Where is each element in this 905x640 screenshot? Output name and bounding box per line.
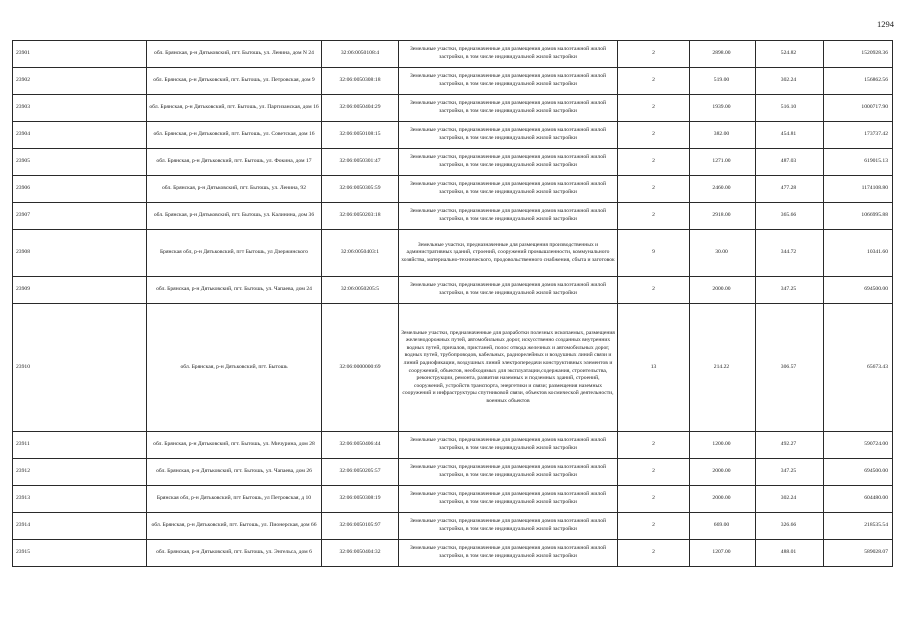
row-number: 23915 bbox=[13, 540, 147, 567]
row-number: 23912 bbox=[13, 459, 147, 486]
table-row bbox=[13, 203, 893, 230]
area-cell: 1207.00 bbox=[690, 540, 756, 567]
cadastral-number-cell: 32:06:0050205:57 bbox=[322, 459, 399, 486]
area-cell: 1200.00 bbox=[690, 432, 756, 459]
group-number-cell: 2 bbox=[618, 203, 690, 230]
row-number: 23901 bbox=[13, 41, 147, 68]
area-cell: 214.22 bbox=[690, 304, 756, 432]
cadastral-value-cell: 590724.00 bbox=[824, 432, 893, 459]
cadastral-number-cell: 32:06:0050105:97 bbox=[322, 513, 399, 540]
cadastral-value-cell: 604480.00 bbox=[824, 486, 893, 513]
specific-value-cell: 477.28 bbox=[756, 176, 824, 203]
area-cell: 30.00 bbox=[690, 230, 756, 277]
cadastral-number-cell: 32:06:0050108:4 bbox=[322, 41, 399, 68]
cadastral-value-cell: 1174108.80 bbox=[824, 176, 893, 203]
land-use-cell: Земельные участки, предназначенные для размещения домов малоэтажной жилой застройки, в том числе индивидуальной жилой застройки bbox=[399, 149, 618, 176]
specific-value-cell: 524.82 bbox=[756, 41, 824, 68]
land-use-cell: Земельные участки, предназначенные для размещения домов малоэтажной жилой застройки, в том числе индивидуальной жилой застройки bbox=[399, 540, 618, 567]
address-cell: обл. Брянская, р-н Дятьковский, пгт. Бытошь, ул. Ленина, дом N 24 bbox=[147, 41, 322, 68]
address-cell: обл. Брянская, р-н Дятьковский, пгт. Бытошь, ул. Ленина, 92 bbox=[147, 176, 322, 203]
land-use-cell: Земельные участки, предназначенные для размещения домов малоэтажной жилой застройки, в том числе индивидуальной жилой застройки bbox=[399, 459, 618, 486]
group-number-cell: 9 bbox=[618, 230, 690, 277]
group-number-cell: 2 bbox=[618, 41, 690, 68]
table-row bbox=[13, 513, 893, 540]
group-number-cell: 2 bbox=[618, 540, 690, 567]
address-cell: обл. Брянская, р-н Дятьковский, пгт. Бытошь, ул. Фокина, дом 17 bbox=[147, 149, 322, 176]
land-use-cell: Земельные участки, предназначенные для размещения домов малоэтажной жилой застройки, в том числе индивидуальной жилой застройки bbox=[399, 513, 618, 540]
area-cell: 519.00 bbox=[690, 68, 756, 95]
cadastral-value-cell: 156862.56 bbox=[824, 68, 893, 95]
specific-value-cell: 326.66 bbox=[756, 513, 824, 540]
address-cell: обл. Брянская, р-н Дятьковский, пгт. Бытошь, ул. Мичурина, дом 28 bbox=[147, 432, 322, 459]
address-cell: обл. Брянская, р-н Дятьковский, пгт. Бытошь bbox=[147, 304, 322, 432]
area-cell: 2460.00 bbox=[690, 176, 756, 203]
area-cell: 669.00 bbox=[690, 513, 756, 540]
table-row bbox=[13, 304, 893, 432]
group-number-cell: 2 bbox=[618, 95, 690, 122]
row-number: 23902 bbox=[13, 68, 147, 95]
area-cell: 1271.00 bbox=[690, 149, 756, 176]
specific-value-cell: 302.24 bbox=[756, 68, 824, 95]
table-row bbox=[13, 459, 893, 486]
address-cell: обл. Брянская, р-н Дятьковский, пгт. Бытошь, ул. Советская, дом 16 bbox=[147, 122, 322, 149]
cadastral-value-cell: 10341.60 bbox=[824, 230, 893, 277]
address-cell: Брянская обл, р-н Дятьковский, пгт Бытошь, ул Дзержинского bbox=[147, 230, 322, 277]
cadastral-number-cell: 32:06:0050308:18 bbox=[322, 68, 399, 95]
group-number-cell: 2 bbox=[618, 432, 690, 459]
cadastral-number-cell: 32:06:0050108:15 bbox=[322, 122, 399, 149]
row-number: 23910 bbox=[13, 304, 147, 432]
table-row bbox=[13, 486, 893, 513]
address-cell: обл. Брянская, р-н Дятьковский, пгт. Бытошь, ул. Калинина, дом 36 bbox=[147, 203, 322, 230]
cadastral-value-cell: 1066995.88 bbox=[824, 203, 893, 230]
group-number-cell: 2 bbox=[618, 513, 690, 540]
cadastral-valuation-table bbox=[12, 40, 893, 567]
specific-value-cell: 347.25 bbox=[756, 459, 824, 486]
cadastral-number-cell: 32:06:0050305:59 bbox=[322, 176, 399, 203]
address-cell: обл. Брянская, р-н Дятьковский, пгт. Бытошь, ул. Партизанская, дом 16 bbox=[147, 95, 322, 122]
address-cell: обл. Брянская, р-н Дятьковский, пгт. Бытошь, ул. Пионерская, дом 66 bbox=[147, 513, 322, 540]
table-row bbox=[13, 432, 893, 459]
group-number-cell: 2 bbox=[618, 176, 690, 203]
cadastral-number-cell: 32:06:0050308:19 bbox=[322, 486, 399, 513]
address-cell: обл. Брянская, р-н Дятьковский, пгт. Бытошь, ул. Чапаева, дом 24 bbox=[147, 277, 322, 304]
row-number: 23906 bbox=[13, 176, 147, 203]
land-use-cell: Земельные участки, предназначенные для размещения домов малоэтажной жилой застройки, в том числе индивидуальной жилой застройки bbox=[399, 95, 618, 122]
row-number: 23909 bbox=[13, 277, 147, 304]
cadastral-number-cell: 32:06:0050203:18 bbox=[322, 203, 399, 230]
land-use-cell: Земельные участки, предназначенные для размещения производственных и административных зданий, строений, сооружений промышленности, коммунального хозяйства, материально-технического, продовольственного снабжения, сбыта и заготовок bbox=[399, 230, 618, 277]
table-row bbox=[13, 95, 893, 122]
cadastral-number-cell: 32:06:0050404:32 bbox=[322, 540, 399, 567]
group-number-cell: 2 bbox=[618, 68, 690, 95]
cadastral-value-cell: 694500.00 bbox=[824, 459, 893, 486]
specific-value-cell: 516.10 bbox=[756, 95, 824, 122]
cadastral-number-cell: 32:06:0050301:47 bbox=[322, 149, 399, 176]
cadastral-value-cell: 65673.43 bbox=[824, 304, 893, 432]
row-number: 23905 bbox=[13, 149, 147, 176]
group-number-cell: 2 bbox=[618, 277, 690, 304]
row-number: 23903 bbox=[13, 95, 147, 122]
group-number-cell: 2 bbox=[618, 149, 690, 176]
land-use-cell: Земельные участки, предназначенные для размещения домов малоэтажной жилой застройки, в том числе индивидуальной жилой застройки bbox=[399, 68, 618, 95]
land-use-cell: Земельные участки, предназначенные для размещения домов малоэтажной жилой застройки, в том числе индивидуальной жилой застройки bbox=[399, 203, 618, 230]
cadastral-value-cell: 218535.54 bbox=[824, 513, 893, 540]
land-use-cell: Земельные участки, предназначенные для размещения домов малоэтажной жилой застройки, в том числе индивидуальной жилой застройки bbox=[399, 41, 618, 68]
specific-value-cell: 365.66 bbox=[756, 203, 824, 230]
cadastral-value-cell: 694500.00 bbox=[824, 277, 893, 304]
row-number: 23908 bbox=[13, 230, 147, 277]
address-cell: обл. Брянская, р-н Дятьковский, пгт. Бытошь, ул. Петровская, дом 9 bbox=[147, 68, 322, 95]
row-number: 23911 bbox=[13, 432, 147, 459]
specific-value-cell: 492.27 bbox=[756, 432, 824, 459]
cadastral-number-cell: 32:06:0000000:69 bbox=[322, 304, 399, 432]
address-cell: обл. Брянская, р-н Дятьковский, пгт. Бытошь, ул. Чапаева, дом 26 bbox=[147, 459, 322, 486]
specific-value-cell: 302.24 bbox=[756, 486, 824, 513]
row-number: 23904 bbox=[13, 122, 147, 149]
specific-value-cell: 347.25 bbox=[756, 277, 824, 304]
area-cell: 2000.00 bbox=[690, 277, 756, 304]
area-cell: 382.00 bbox=[690, 122, 756, 149]
cadastral-number-cell: 32:06:0050403:1 bbox=[322, 230, 399, 277]
table-row bbox=[13, 68, 893, 95]
row-number: 23914 bbox=[13, 513, 147, 540]
area-cell: 2898.00 bbox=[690, 41, 756, 68]
table-row bbox=[13, 540, 893, 567]
specific-value-cell: 487.03 bbox=[756, 149, 824, 176]
group-number-cell: 2 bbox=[618, 122, 690, 149]
group-number-cell: 2 bbox=[618, 459, 690, 486]
land-use-cell: Земельные участки, предназначенные для размещения домов малоэтажной жилой застройки, в том числе индивидуальной жилой застройки bbox=[399, 486, 618, 513]
specific-value-cell: 488.01 bbox=[756, 540, 824, 567]
area-cell: 2000.00 bbox=[690, 486, 756, 513]
cadastral-number-cell: 32:06:0050205:5 bbox=[322, 277, 399, 304]
cadastral-value-cell: 1000717.90 bbox=[824, 95, 893, 122]
row-number: 23907 bbox=[13, 203, 147, 230]
land-use-cell: Земельные участки, предназначенные для размещения домов малоэтажной жилой застройки, в том числе индивидуальной жилой застройки bbox=[399, 432, 618, 459]
table-row bbox=[13, 176, 893, 203]
address-cell: обл. Брянская, р-н Дятьковский, пгт. Бытошь, ул. Энгельса, дом 6 bbox=[147, 540, 322, 567]
specific-value-cell: 306.57 bbox=[756, 304, 824, 432]
table-row bbox=[13, 41, 893, 68]
area-cell: 2000.00 bbox=[690, 459, 756, 486]
specific-value-cell: 344.72 bbox=[756, 230, 824, 277]
group-number-cell: 13 bbox=[618, 304, 690, 432]
cadastral-value-cell: 1520928.36 bbox=[824, 41, 893, 68]
cadastral-value-cell: 173737.42 bbox=[824, 122, 893, 149]
area-cell: 2918.00 bbox=[690, 203, 756, 230]
group-number-cell: 2 bbox=[618, 486, 690, 513]
page-number: 1294 bbox=[877, 19, 894, 29]
land-use-cell: Земельные участки, предназначенные для размещения домов малоэтажной жилой застройки, в том числе индивидуальной жилой застройки bbox=[399, 277, 618, 304]
land-use-cell: Земельные участки, предназначенные для размещения домов малоэтажной жилой застройки, в том числе индивидуальной жилой застройки bbox=[399, 176, 618, 203]
table-row bbox=[13, 230, 893, 277]
land-use-cell: Земельные участки, предназначенные для размещения домов малоэтажной жилой застройки, в том числе индивидуальной жилой застройки bbox=[399, 122, 618, 149]
table-row bbox=[13, 149, 893, 176]
table-row bbox=[13, 122, 893, 149]
row-number: 23913 bbox=[13, 486, 147, 513]
land-use-cell: Земельные участки, предназначенные для разработки полезных ископаемых, размещения железнодорожных путей, автомобильных дорог, искусственно созданных внутренних водных путей, причалов, пристаней, полос отвода железных и автомобильных дорог, водных путей, трубопроводов, кабельных, радиорелейных и воздушных линий связи и линий радиофикации, воздушных линий электропередачи конструктивных элементов и сооружений, объектов, необходимых для эксплуатации,содержания, строительства, реконструкции, ремонта, развития наземных и подземных зданий, строений, сооружений, устройств транспорта, энергетики и связи; размещения наземных сооружений и инфраструктуры спутниковой связи, объектов космической деятельности, военных объектов bbox=[399, 304, 618, 432]
specific-value-cell: 454.81 bbox=[756, 122, 824, 149]
address-cell: Брянская обл, р-н Дятьковский, пгт Бытошь, ул Петровская, д 10 bbox=[147, 486, 322, 513]
area-cell: 1939.00 bbox=[690, 95, 756, 122]
table-row bbox=[13, 277, 893, 304]
cadastral-number-cell: 32:06:0050404:29 bbox=[322, 95, 399, 122]
cadastral-value-cell: 619015.13 bbox=[824, 149, 893, 176]
cadastral-value-cell: 589028.07 bbox=[824, 540, 893, 567]
table-body bbox=[13, 41, 893, 567]
cadastral-number-cell: 32:06:0050406:44 bbox=[322, 432, 399, 459]
